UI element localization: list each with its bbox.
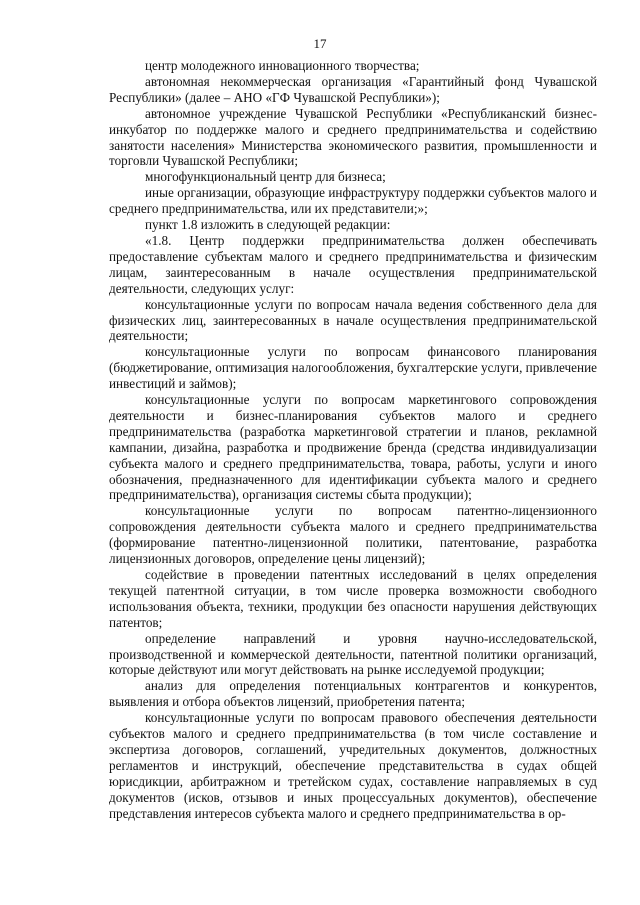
paragraph-marketing-consulting: консультационные услуги по вопросам маркетингового сопровождения деятельности и бизнес-планирования субъектов малого и среднего предпринимательства (разработка маркетинговой стратегии и планов, рекламной кампании, дизайна, разработка и продвижение бренда (средства индивидуализации субъекта малого и среднего предпринимательства, товара, работы, услуги и иного обозначения, предназначенного для идентификации субъекта малого и среднего предпринимательства), организация системы сбыта продукции);: [109, 392, 597, 503]
paragraph-patent-research: содействие в проведении патентных исследований в целях определения текущей патентной ситуации, в том числе проверка возможности свободного использования объекта, техники, продукции без опасности нарушения действующих патентов;: [109, 567, 597, 630]
document-body: [109, 58, 597, 822]
paragraph-multifunctional-center: многофункциональный центр для бизнеса;: [145, 169, 386, 185]
paragraph-clause-1-8: «1.8. Центр поддержки предпринимательства должен обеспечивать предоставление субъектам малого и среднего предпринимательства и физическим лицам, заинтересованным в начале осуществления предпринимательской деятельности, следующих услуг:: [109, 232, 597, 296]
paragraph-business-incubator: автономное учреждение Чувашской Республики «Республиканский бизнес-инкубатор по поддержке малого и среднего предпринимательства и содействию занятости населения» Министерства экономического развития, промышленности и торговли Чувашской Республики;: [109, 105, 597, 169]
paragraph-youth-center: центр молодежного инновационного творчества;: [145, 58, 420, 73]
paragraph-clause-amendment: пункт 1.8 изложить в следующей редакции:: [145, 217, 391, 233]
paragraph-competitor-analysis: анализ для определения потенциальных контрагентов и конкурентов, выявления и отбора объектов лицензий, приобретения патента;: [109, 678, 597, 710]
paragraph-guarantee-fund: автономная некоммерческая организация «Гарантийный фонд Чувашской Республики» (далее – АНО «ГФ Чувашской Республики»);: [109, 73, 597, 105]
paragraph-other-organizations: иные организации, образующие инфраструктуру поддержки субъектов малого и среднего предпринимательства, или их представители;»;: [109, 185, 597, 217]
paragraph-legal-support: консультационные услуги по вопросам правового обеспечения деятельности субъектов малого и среднего предпринимательства (в том числе составление и экспертиза договоров, соглашений, учредительных документов, должностных регламентов и инструкций, обеспечение представительства в судах общей юрисдикции, арбитражном и третейском судах, составление направляемых в суд документов (исков, отзывов и иных процессуальных документов), обеспечение представления интересов субъекта малого и среднего предпринимательства в ор-: [109, 710, 597, 821]
paragraph-research-directions: определение направлений и уровня научно-исследовательской, производственной и коммерческой деятельности, патентной политики организаций, которые действуют или могут действовать на рынке исследуемой продукции;: [109, 630, 597, 678]
paragraph-financial-planning: консультационные услуги по вопросам финансового планирования (бюджетирование, оптимизация налогообложения, бухгалтерские услуги, привлечение инвестиций и займов);: [109, 344, 597, 392]
paragraph-startup-consulting: консультационные услуги по вопросам начала ведения собственного дела для физических лиц, заинтересованных в начале осуществления предпринимательской деятельности;: [109, 296, 597, 344]
page-number: 17: [313, 36, 327, 51]
paragraph-patent-licensing: консультационные услуги по вопросам патентно-лицензионного сопровождения деятельности субъекта малого и среднего предпринимательства (формирование патентно-лицензионной политики, патентование, разработка лицензионных договоров, определение цены лицензий);: [109, 503, 597, 567]
